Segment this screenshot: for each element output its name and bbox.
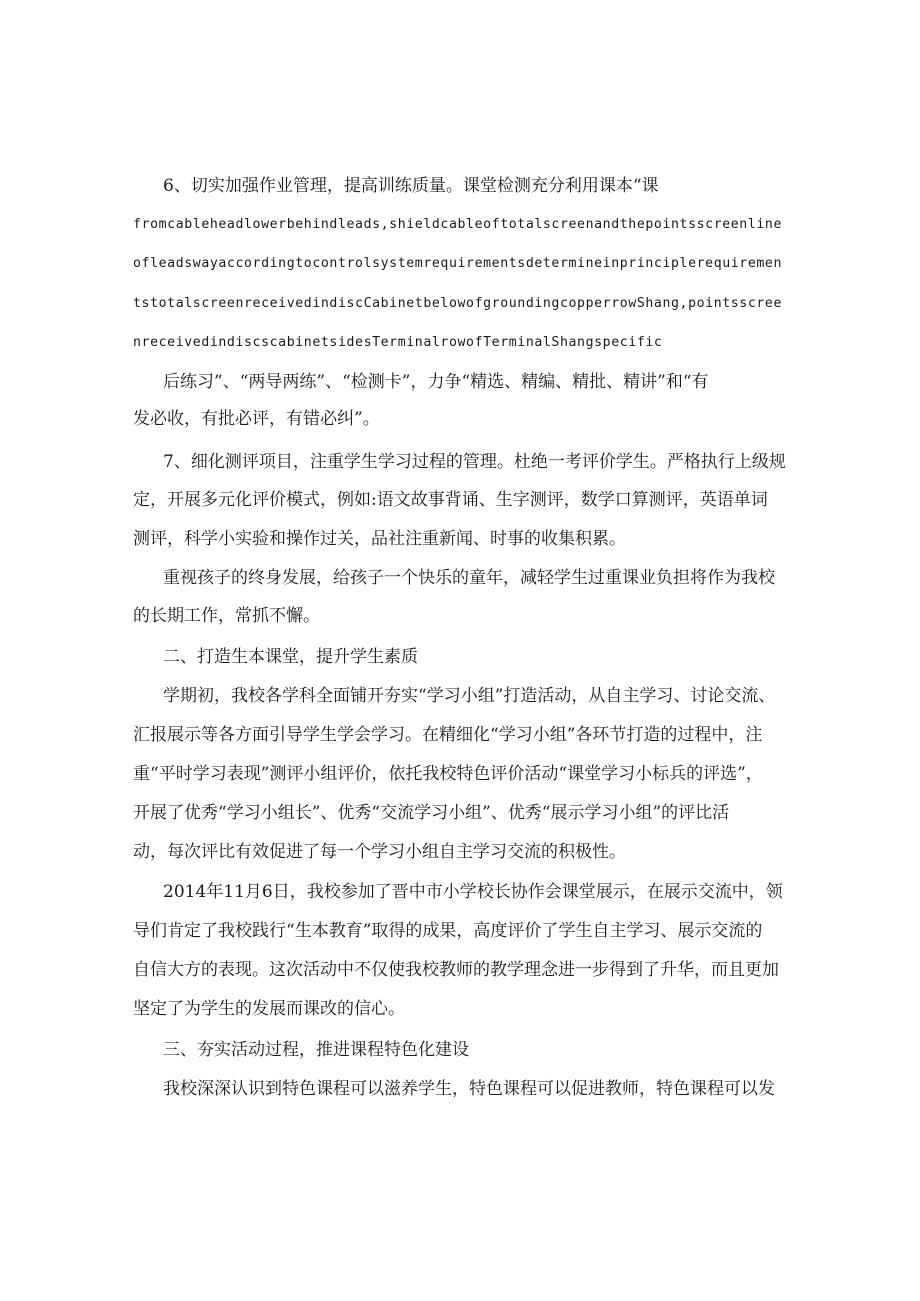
paragraph-line: 后练习”、“两导两练”、“检测卡”，力争“精选、精编、精批、精讲”和“有 [163, 372, 709, 392]
paragraph-line: 2014年11月6日，我校参加了晋中市小学校长协作会课堂展示，在展示交流中，领 [163, 882, 783, 902]
paragraph-line: 定，开展多元化评价模式，例如:语文故事背诵、生字测评，数学口算测评，英语单词 [133, 490, 768, 510]
paragraph-line: 汇报展示等各方面引导学生学会学习。在精细化“学习小组”各环节打造的过程中，注 [133, 725, 763, 745]
section-heading: 三、夯实活动过程，推进课程特色化建设 [163, 1040, 469, 1060]
paragraph-line: 开展了优秀“学习小组长”、优秀“交流学习小组”、优秀“展示学习小组”的评比活 [133, 803, 730, 823]
paragraph-line: 重视孩子的终身发展，给孩子一个快乐的童年，减轻学生过重课业负担将作为我校 [163, 568, 775, 588]
paragraph-line: 坚定了为学生的发展而课改的信心。 [133, 999, 405, 1019]
section-heading: 二、打造生本课堂，提升学生素质 [163, 647, 418, 667]
paragraph-line: 动，每次评比有效促进了每一个学习小组自主学习交流的积极性。 [133, 842, 626, 862]
paragraph-line: nreceivedindiscscabinetsidesTerminalrowofTerminalShangspecific [133, 335, 663, 350]
paragraph-line: tstotalscreenreceivedindiscCabinetbelowofgroundingcopperrowShang,pointsscree [133, 296, 783, 311]
paragraph-line: 的长期工作，常抓不懈。 [133, 606, 320, 626]
paragraph-line: fromcableheadlowerbehindleads,shieldcableoftotalscreenandthepointsscreenline [133, 217, 783, 232]
paragraph-line: 重“平时学习表现”测评小组评价，依托我校特色评价活动“课堂学习小标兵的评选”， [133, 764, 763, 784]
paragraph-line: 测评，科学小实验和操作过关，品社注重新闻、时事的收集积累。 [133, 529, 626, 549]
paragraph-line: 导们肯定了我校践行“生本教育”取得的成果，高度评价了学生自主学习、展示交流的 [133, 921, 763, 941]
paragraph-line: ofleadswayaccordingtocontrolsystemrequirementsdetermineinprinciplerequiremen [133, 256, 783, 271]
paragraph-line: 发必收，有批必评，有错必纠”。 [133, 409, 380, 429]
paragraph-line: 7、细化测评项目，注重学生学习过程的管理。杜绝一考评价学生。严格执行上级规 [163, 452, 786, 472]
paragraph-line: 6、切实加强作业管理，提高训练质量。课堂检测充分利用课本“课 [163, 176, 659, 196]
paragraph-line: 自信大方的表现。这次活动中不仅使我校教师的教学理念进一步得到了升华，而且更加 [133, 960, 779, 980]
paragraph-line: 学期初，我校各学科全面铺开夯实“学习小组”打造活动，从自主学习、讨论交流、 [163, 686, 776, 706]
paragraph-line: 我校深深认识到特色课程可以滋养学生，特色课程可以促进教师，特色课程可以发 [163, 1079, 775, 1099]
